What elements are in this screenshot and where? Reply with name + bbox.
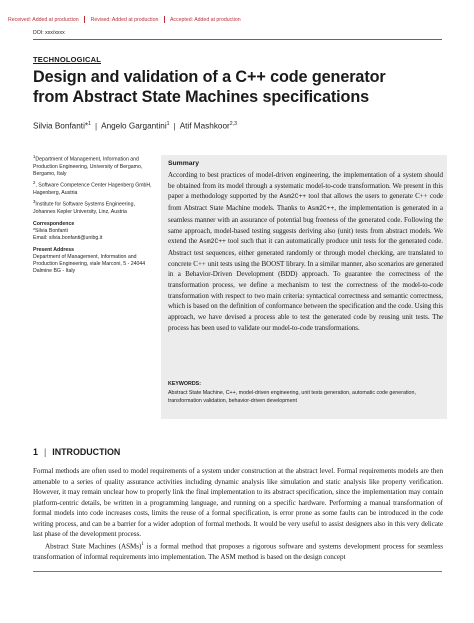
correspondence-heading: Correspondence [33,220,75,227]
author-affiliation-mark: 1 [166,121,170,127]
paper-title-line2: from Abstract State Machines specifications [33,88,370,106]
paragraph [33,540,443,562]
header-rule [33,39,442,40]
tool-name: Asm2C++ [199,238,226,246]
affiliation-mark: 2 [33,180,36,186]
introduction-body [33,466,443,562]
summary-text-part: tool such that it can automatically produce unit tests for the generated code. Abstract test sequences, either generated randomly or through model checking, are translated to concrete C++ unit tests using the BOOST library. In a similar manner, also scenarios are generated in a Behavior-Driven Development (BDD) approach. To guarantee the correctness of the transformation process, we define a mechanism to test the correctness of the model-to-code transformation with respect to two main criteria: syntactical correctness and semantic correctness, which is based on the definition of conformance between the specification and the code. Using this approach, we have devised a process able to test the generated code by reusing unit tests. The process has been used to validate our model-to-code transformations. [168,237,443,332]
separator [164,16,165,23]
section-number: 1 [33,447,38,457]
summary-text-part: tool that allows the users to generate C++ code from Abstract State Machine models. Thanks to [168,192,443,213]
affiliation-text: , Software Competence Center Hagenberg GmbH, Hagenberg, Austria [33,182,152,196]
affiliation-text: Department of Management, Information and Production Engineering, University of Bergamo, Bergamo, Italy [33,156,143,177]
accepted-label: Accepted: [169,16,194,23]
accepted-value: Added at production [194,16,241,23]
summary-text-part: According to best practices of model-driven engineering, the implementation of a system should be obtained from its model through a systematic model-to-code transformation. We present in this paper a methodology supported by the [168,171,443,201]
author-info-column [33,153,153,276]
affiliation [33,198,153,216]
keywords-heading: KEYWORDS: [168,381,201,387]
present-address-heading: Present Address [33,247,75,254]
affiliation [33,153,153,178]
received-value: Added at production [32,16,79,23]
affiliation [33,179,153,197]
author-name: Angelo Gargantini [101,121,167,131]
author-name: Atif Mashkoor [179,121,230,131]
received-label: Received: [8,16,32,23]
paragraph: Formal methods are often used to model requirements of a system under construction at the abstract level. Formal requirements models are then amenable to a series of quality assurance activities including dynamic analysis like simulation and static analysis like property verification. However, it may remain unclear how to properly link the final implementation to its abstract specification, since the implementation may contain platform-centric details, be written in a programming language, and running on a specific hardware. Performing a manual transformation of formal models into code increases costs, limits the reuse of a formal specification, is error prone as some faults can be introduced in the code writing process, and can be a barrier for a wider adoption of formal methods. It would be very useful to assist designers also in this very delicate last phase of the development process. [33,467,443,539]
tool-name: Asm2C++ [307,205,335,213]
summary-text-part: , the implementation is generated in a seamless manner with an assurance of potential bug freeness of the generated code. Following the same approach, model-based testing suggests deriving also (unit) tests from abstract models. We extend the [168,204,443,246]
publication-dates-bar [8,16,241,23]
citation-link[interactable]: 1 [141,541,144,547]
correspondence-name: *Silvia Bonfanti [33,227,68,234]
author-list [33,121,237,131]
correspondence-email: Email: silvia.bonfanti@unibg.it [33,235,103,242]
separator: | [43,447,47,457]
separator: | [173,121,176,131]
section-title: INTRODUCTION [52,447,121,457]
revised-label: Revised: [90,16,111,23]
affiliation-text: Institute for Software Systems Engineering, Johannes Kepler University, Linz, Austria [33,201,135,215]
present-address-text: Department of Management, Information and Production Engineering, viale Marconi, 5 - 24044 Dalmine BG - Italy [33,254,146,275]
footer-rule [33,571,442,572]
author-name: Silvia Bonfanti* [33,121,89,131]
tool-name: Asm2C++ [279,193,307,201]
paragraph-part: Abstract State Machines (ASMs) [45,542,142,551]
paper-title-line1: Design and validation of a C++ code generator [33,68,386,86]
summary-heading: Summary [168,160,199,167]
section-heading [33,447,120,457]
keywords-block [168,380,443,406]
summary-text [168,170,443,334]
author-affiliation-mark: 1 [88,121,91,127]
separator [84,16,85,23]
author-affiliation-mark: 2,3 [229,121,237,127]
paper-title [33,67,453,107]
article-category: TECHNOLOGICAL [33,55,102,64]
keywords-text: Abstract State Machine, C++, model-driven engineering, unit tests generation, automatic code generation, transformation validation, behavior-driven development [168,389,416,405]
doi: DOI: xxx/xxxx [33,30,65,36]
affiliation-mark: 3 [33,198,36,204]
separator: | [94,121,98,131]
revised-value: Added at production [111,16,159,23]
paragraph-part: is a formal method that proposes a rigorous software and systems development process for seamless transformation of informal requirements into implementation. The ASM method is based on the design concept [33,542,443,561]
affiliation-mark: 1 [33,154,36,159]
